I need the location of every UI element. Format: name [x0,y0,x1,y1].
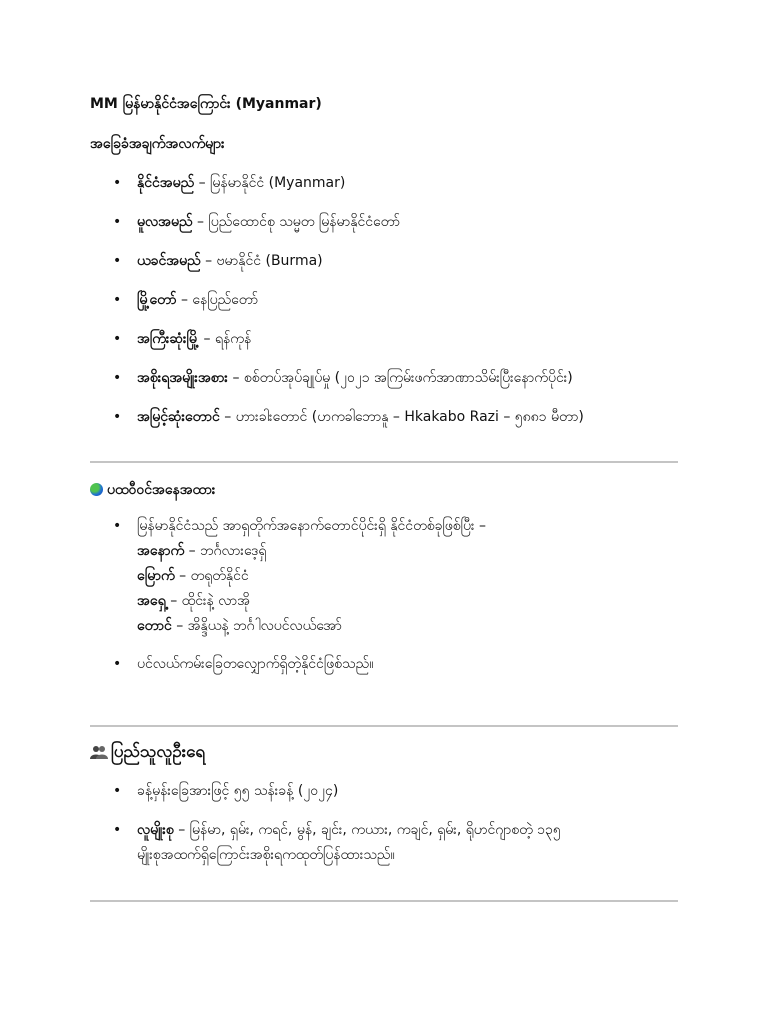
border-value: – အိန္ဒိယနဲ့ ဘင်္ဂါလပင်လယ်အော် [171,618,342,634]
geography-list [90,514,680,677]
section-divider [90,725,678,727]
list-item [90,288,680,313]
population-heading-text: ပြည်သူလူဦးရေ [111,742,206,762]
fact-value: – ဟားခါးတောင် (ဟကခါဘောနူ – Hkakabo Razi – ၅၈၈၁ မီတာ) [219,409,584,425]
geography-intro: • မြန်မာနိုင်ငံသည် အာရှတိုက်အနောက်တောင်ပိုင်းရှိ နိုင်ငံတစ်ခုဖြစ်ပြီး – [137,518,487,534]
fact-label: မြို့တော် [137,292,177,308]
border-label: အရှေ့ [137,593,166,609]
flag-code: MM [90,96,118,112]
fact-value: – နေပြည်တော် [176,292,259,308]
border-label: အနောက် [137,543,185,559]
population-list [90,779,680,868]
list-item [90,514,680,639]
ethnic-label: လူမျိုးစု [137,822,174,838]
section-divider [90,461,678,463]
section-divider [90,900,678,902]
ethnic-value: – မြန်မာ, ရှမ်း, ကရင်, မွန်, ချင်း, ကယား, ကချင်, ရှမ်း, ရိုဟင်ဂျာစတဲ့ ၁၃၅ [173,822,561,838]
border-value: – ထိုင်းနဲ့ လာအို [165,593,250,609]
border-value: – တရုတ်နိုင်ငံ [174,568,249,584]
ethnic-line-2: မျိုးစုအထက်ရှိကြောင်းအစိုးရကထုတ်ပြန်ထားသည်။ [137,847,395,863]
basic-facts-list [90,171,680,430]
border-east [137,589,680,614]
geography-note: ပင်လယ်ကမ်းခြေတလျှောက်ရှိတဲ့နိုင်ငံဖြစ်သည်။ [137,656,374,672]
list-item [90,818,680,868]
border-label: မြောက် [137,568,175,584]
list-item [90,210,680,235]
border-north [137,564,680,589]
border-west [137,539,680,564]
geography-heading-text: ပထဝီဝင်အနေအထား [107,482,216,498]
fact-label: မူလအမည် [137,214,193,230]
fact-value: – စစ်တပ်အုပ်ချုပ်မှု (၂၀၂၁ အကြမ်းဖက်အာဏာသိမ်းပြီးနောက်ပိုင်း) [228,370,573,386]
fact-value: – ဗမာနိုင်ငံ (Burma) [200,253,323,269]
population-heading [90,741,680,766]
basic-facts-heading: အခြေခံအချက်အလက်များ [90,136,225,152]
fact-label: အမြင့်ဆုံးတောင် [137,409,220,425]
list-item [90,779,680,804]
population-count: ခန့်မှန်းခြေအားဖြင့် ၅၅ သန်းခန့် (၂၀၂၄) [137,783,339,799]
list-item [90,405,680,430]
list-item [90,652,680,677]
fact-label: ယခင်အမည် [137,253,201,269]
ethnic-line-1 [137,818,680,843]
fact-label: နိုင်ငံအမည် [137,175,195,191]
title-text: မြန်မာနိုင်ငံအကြောင်း (Myanmar) [122,96,322,112]
fact-label: အစိုးရအမျိုးအစား [137,370,228,386]
fact-value: – မြန်မာနိုင်ငံ (Myanmar) [194,175,346,191]
fact-label: အကြီးဆုံးမြို့ [137,331,200,347]
border-value: – ဘင်္ဂလားဒေ့ရှ် [184,543,267,559]
list-item [90,171,680,196]
geography-heading [90,480,680,501]
border-south [137,614,680,639]
list-item [90,249,680,274]
list-item [90,327,680,352]
border-label: တောင် [137,618,172,634]
globe-icon [90,483,103,496]
list-item [90,366,680,391]
people-icon [90,744,108,764]
fact-value: – ပြည်ထောင်စု သမ္မတ မြန်မာနိုင်ငံတော် [192,214,400,230]
fact-value: – ရန်ကုန် [199,331,252,347]
page-title [90,94,680,115]
